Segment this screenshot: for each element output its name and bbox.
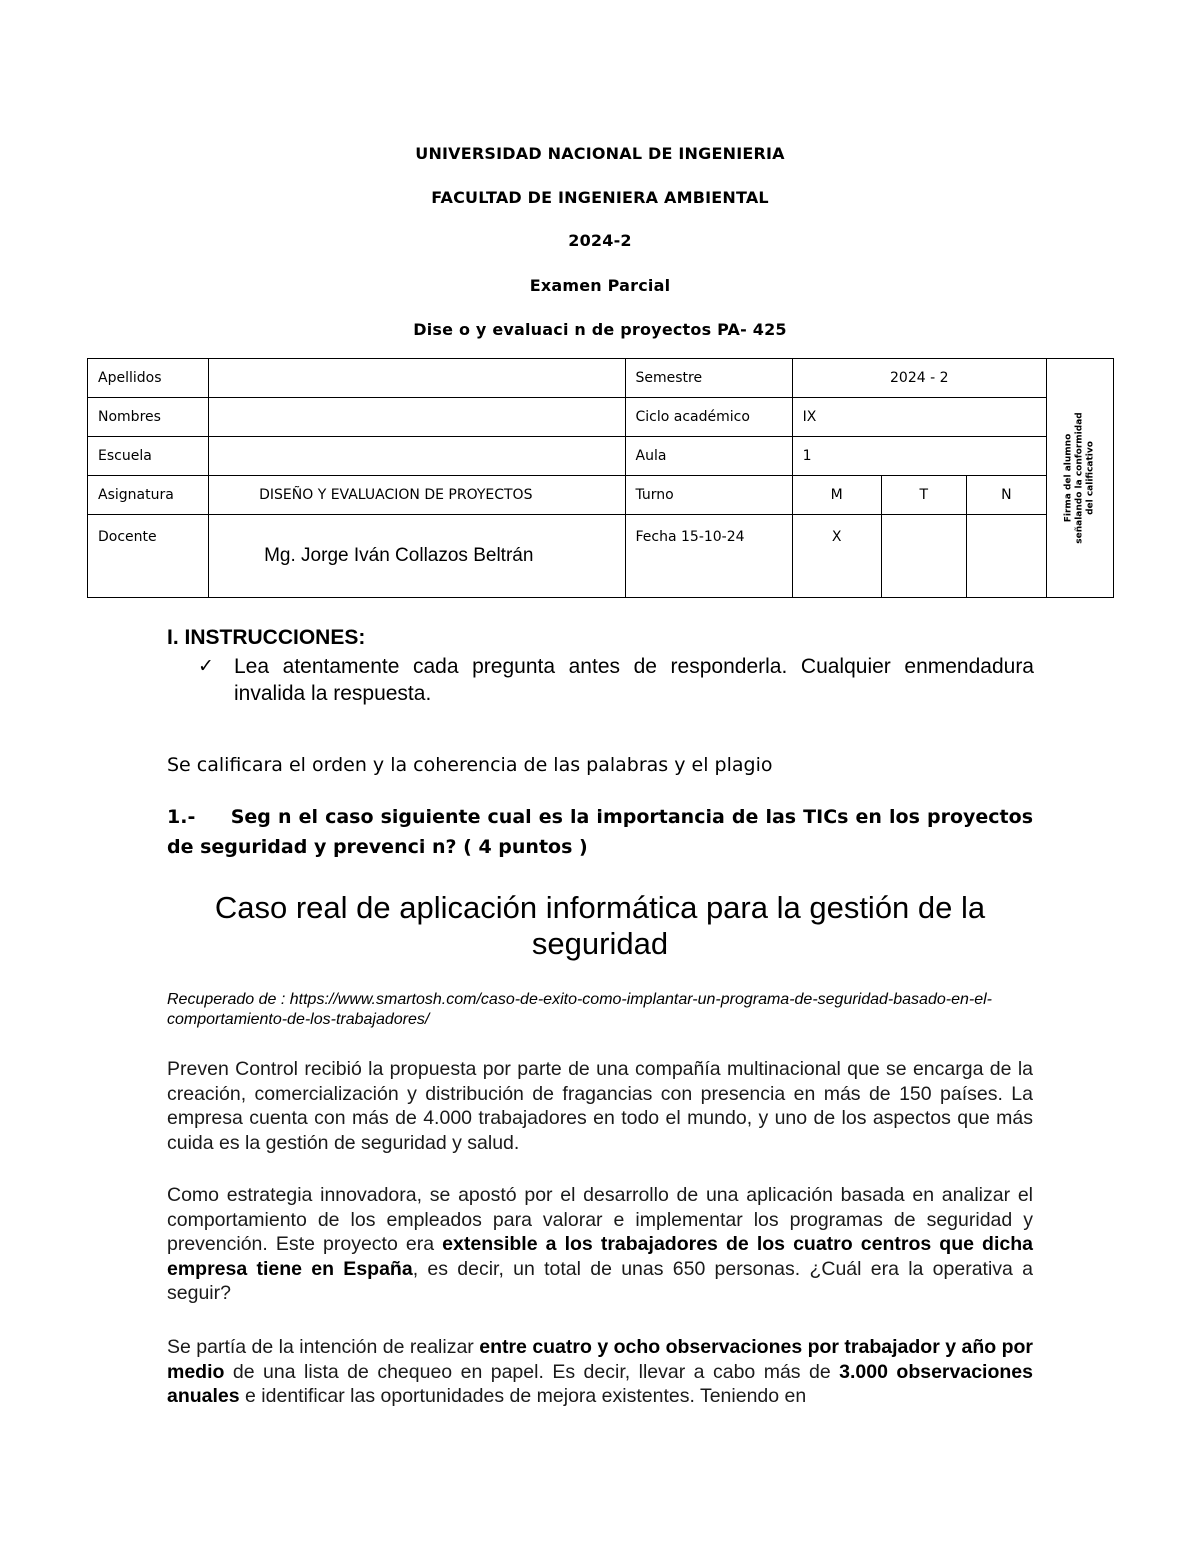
- escuela-field[interactable]: [209, 437, 625, 476]
- p3-bold-1: entre cuatro y ocho observaciones por trabajador y año por medio: [167, 1336, 1033, 1383]
- grading-note: Se calificara el orden y la coherencia de las palabras y el plagio: [167, 754, 773, 776]
- turno-t: T: [881, 476, 966, 515]
- signature-line-3: del calificativo: [1085, 441, 1096, 515]
- instructions-title: I. INSTRUCCIONES:: [167, 626, 366, 649]
- p3-text-e: e identificar las oportunidades de mejora existentes. Teniendo en: [239, 1385, 807, 1407]
- fecha-label: Fecha 15-10-24: [625, 515, 792, 598]
- nombres-field[interactable]: [209, 398, 625, 437]
- aula-value: 1: [792, 437, 1046, 476]
- asignatura-label: Asignatura: [88, 476, 209, 515]
- docente-value: Mg. Jorge Iván Collazos Beltrán: [264, 545, 534, 566]
- apellidos-label: Apellidos: [88, 359, 209, 398]
- semestre-label: Semestre: [625, 359, 792, 398]
- asignatura-value: DISEÑO Y EVALUACION DE PROYECTOS: [209, 476, 625, 515]
- question-1: 1.- Seg n el caso siguiente cual es la importancia de las TICs en los proyectos de seguridad y prevenci n? ( 4 puntos ): [167, 806, 1040, 858]
- docente-label: Docente: [88, 515, 209, 598]
- signature-line-1: Firma del alumno: [1063, 433, 1074, 523]
- instruction-item: [198, 653, 1034, 707]
- case-paragraph-2: [167, 1183, 1033, 1306]
- apellidos-field[interactable]: [209, 359, 625, 398]
- case-source: Recuperado de : https://www.smartosh.com/caso-de-exito-como-implantar-un-programa-de-seguridad-basado-en-el-comportamiento-de-los-trabajadores/: [167, 991, 992, 1028]
- docente-cell: [209, 515, 625, 598]
- university-title: UNIVERSIDAD NACIONAL DE INGENIERIA: [415, 144, 785, 163]
- p3-bold-2: 3.000 observaciones anuales: [167, 1360, 1033, 1407]
- fecha-mark-t[interactable]: [881, 515, 966, 598]
- p2-text-a: Como estrategia innovadora, se apostó por el desarrollo de una aplicación basada en analizar el comportamiento de los empleados para valorar e implementar los programas de seguridad y prevención. Este proyecto era: [167, 1184, 1033, 1255]
- turno-m: M: [792, 476, 881, 515]
- turno-label: Turno: [625, 476, 792, 515]
- case-title: Caso real de aplicación informática para la gestión de la seguridad: [214, 890, 986, 961]
- period-title: 2024-2: [568, 231, 632, 250]
- signature-caption: [1063, 412, 1096, 543]
- p2-bold: extensible a los trabajadores de los cuatro centros que dicha empresa tiene en España: [167, 1233, 1033, 1280]
- case-paragraph-1: Preven Control recibió la propuesta por parte de una compañía multinacional que se encarga de la creación, comercialización y distribución de fragancias con presencia en más de 150 países. La empresa cuenta con más de 4.000 trabajadores en todo el mundo, y uno de los aspectos que más cuida es la gestión de seguridad y salud.: [167, 1058, 1033, 1154]
- escuela-label: Escuela: [88, 437, 209, 476]
- p3-text-c: de una lista de chequeo en papel. Es decir, llevar a cabo más de: [224, 1360, 840, 1383]
- aula-label: Aula: [625, 437, 792, 476]
- instruction-text: Lea atentamente cada pregunta antes de responderla. Cualquier enmendadura invalida la respuesta.: [234, 655, 1034, 705]
- semestre-value: 2024 - 2: [792, 359, 1046, 398]
- course-title: Dise o y evaluaci n de proyectos PA- 425: [413, 320, 787, 339]
- exam-title: Examen Parcial: [529, 276, 671, 295]
- fecha-mark-n[interactable]: [966, 515, 1046, 598]
- signature-line-2: señalando la conformidad: [1074, 412, 1085, 544]
- turno-n: N: [966, 476, 1046, 515]
- case-paragraph-3: [167, 1335, 1033, 1409]
- fecha-mark-m: X: [792, 515, 881, 598]
- p3-text-a: Se partía de la intención de realizar: [167, 1336, 480, 1358]
- p2-text-c: , es decir, un total de unas 650 personas. ¿Cuál era la operativa a seguir?: [167, 1257, 1034, 1304]
- signature-box[interactable]: [1046, 359, 1113, 598]
- ciclo-value: IX: [792, 398, 1046, 437]
- check-icon: ✓: [198, 655, 214, 677]
- ciclo-label: Ciclo académico: [625, 398, 792, 437]
- faculty-title: FACULTAD DE INGENIERA AMBIENTAL: [431, 188, 769, 207]
- nombres-label: Nombres: [88, 398, 209, 437]
- student-info-table: [87, 358, 1114, 598]
